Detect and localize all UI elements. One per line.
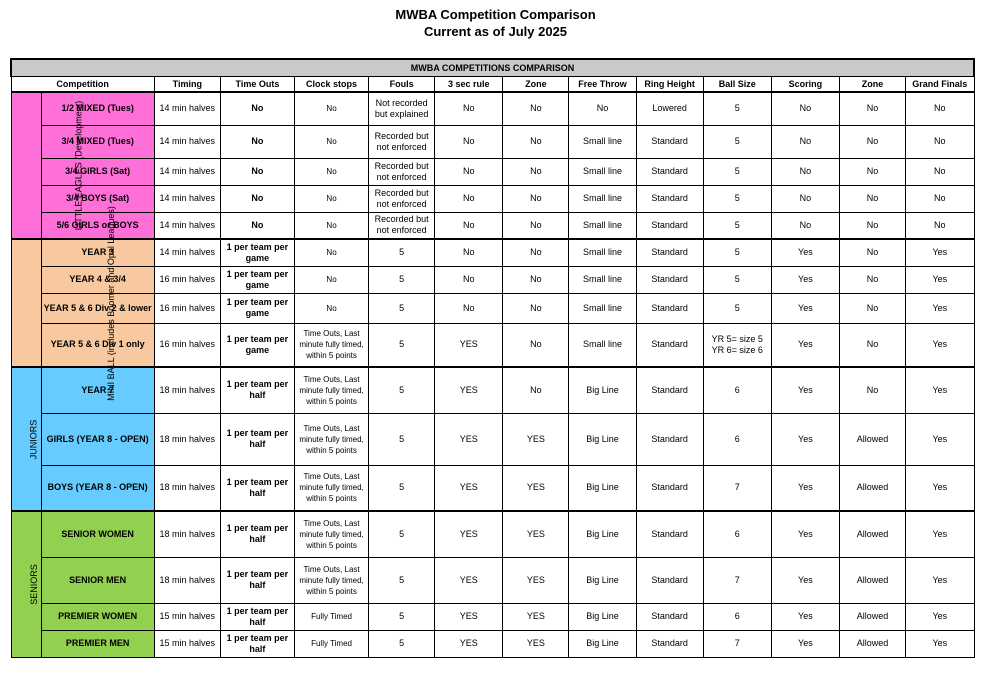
free-throw-cell: Small line [569, 212, 636, 239]
ring-height-cell: Standard [636, 367, 703, 413]
zone-cell: No [503, 323, 569, 367]
scoring-cell: Yes [771, 413, 839, 465]
timing-cell: 18 min halves [154, 511, 220, 557]
clock-stops-cell: No [294, 212, 368, 239]
ball-size-cell: YR 5= size 5 YR 6= size 6 [703, 323, 771, 367]
time-outs-cell: 1 per team per half [220, 367, 294, 413]
scoring-cell: Yes [771, 630, 839, 657]
zone-cell: YES [503, 511, 569, 557]
ring-height-cell: Standard [636, 125, 703, 158]
group-label-juniors [11, 367, 41, 511]
ring-height-cell: Standard [636, 323, 703, 367]
scoring-cell: Yes [771, 239, 839, 266]
three-sec-cell: No [435, 212, 503, 239]
table-row [11, 239, 974, 266]
zone-cell: No [503, 125, 569, 158]
ball-size-cell: 5 [703, 125, 771, 158]
clock-stops-cell: Time Outs, Last minute fully timed, within 5 points [294, 511, 368, 557]
table-row [11, 158, 974, 185]
timing-cell: 14 min halves [154, 185, 220, 212]
clock-stops-cell: No [294, 158, 368, 185]
free-throw-cell: Big Line [569, 413, 636, 465]
time-outs-cell: 1 per team per half [220, 603, 294, 630]
ring-height-cell: Standard [636, 465, 703, 511]
time-outs-cell: 1 per team per game [220, 293, 294, 323]
header-clock-stops: Clock stops [294, 77, 368, 93]
fouls-cell: 5 [369, 630, 435, 657]
header-fouls: Fouls [369, 77, 435, 93]
fouls-cell: Recorded but not enforced [369, 158, 435, 185]
grand-finals-cell: Yes [906, 511, 974, 557]
table-row [11, 367, 974, 413]
zone-cell: No [503, 293, 569, 323]
group-label-seniors [11, 511, 41, 657]
table-row [11, 630, 974, 657]
clock-stops-cell: Time Outs, Last minute fully timed, within 5 points [294, 465, 368, 511]
free-throw-cell: Big Line [569, 557, 636, 603]
fouls-cell: Recorded but not enforced [369, 212, 435, 239]
ball-size-cell: 6 [703, 413, 771, 465]
group-label-text: LITTLE EAGLES (Development) [72, 100, 83, 231]
ball-size-cell: 7 [703, 465, 771, 511]
group-label-text: MINI BALL (includes Boomer and Opal Leagues) [105, 205, 116, 401]
header-ball-size: Ball Size [703, 77, 771, 93]
scoring-cell: No [771, 92, 839, 125]
three-sec-cell: YES [435, 465, 503, 511]
header-timing: Timing [154, 77, 220, 93]
competition-name: 3/4 GIRLS (Sat) [41, 158, 154, 185]
ring-height-cell: Standard [636, 603, 703, 630]
fouls-cell: Recorded but not enforced [369, 185, 435, 212]
fouls-cell: 5 [369, 367, 435, 413]
header-ring-height: Ring Height [636, 77, 703, 93]
zone-cell: No [503, 239, 569, 266]
timing-cell: 14 min halves [154, 92, 220, 125]
competition-name: 3/4 MIXED (Tues) [41, 125, 154, 158]
time-outs-cell: 1 per team per half [220, 557, 294, 603]
ball-size-cell: 7 [703, 557, 771, 603]
clock-stops-cell: No [294, 266, 368, 293]
zone-cell: No [503, 158, 569, 185]
three-sec-cell: No [435, 92, 503, 125]
scoring-cell: No [771, 125, 839, 158]
title-block [0, 6, 991, 40]
table-row [11, 185, 974, 212]
timing-cell: 16 min halves [154, 323, 220, 367]
fouls-cell: Not recorded but explained [369, 92, 435, 125]
zone2-cell: Allowed [839, 413, 905, 465]
ring-height-cell: Standard [636, 266, 703, 293]
time-outs-cell: 1 per team per half [220, 413, 294, 465]
timing-cell: 14 min halves [154, 125, 220, 158]
zone2-cell: Allowed [839, 465, 905, 511]
page-title: MWBA Competition Comparison [395, 7, 596, 22]
zone-cell: YES [503, 557, 569, 603]
zone2-cell: No [839, 323, 905, 367]
clock-stops-cell: No [294, 239, 368, 266]
grand-finals-cell: No [906, 185, 974, 212]
ball-size-cell: 5 [703, 185, 771, 212]
competition-name: YEAR 3 [41, 239, 154, 266]
ball-size-cell: 5 [703, 212, 771, 239]
free-throw-cell: Small line [569, 266, 636, 293]
zone2-cell: Allowed [839, 630, 905, 657]
grand-finals-cell: Yes [906, 323, 974, 367]
ball-size-cell: 5 [703, 239, 771, 266]
table-row [11, 266, 974, 293]
competition-name: SENIOR WOMEN [41, 511, 154, 557]
time-outs-cell: No [220, 125, 294, 158]
timing-cell: 15 min halves [154, 603, 220, 630]
zone-cell: YES [503, 630, 569, 657]
ring-height-cell: Standard [636, 293, 703, 323]
scoring-cell: Yes [771, 293, 839, 323]
clock-stops-cell: No [294, 293, 368, 323]
zone-cell: No [503, 92, 569, 125]
time-outs-cell: 1 per team per half [220, 630, 294, 657]
banner-row [11, 59, 974, 77]
timing-cell: 14 min halves [154, 212, 220, 239]
ring-height-cell: Standard [636, 630, 703, 657]
zone2-cell: No [839, 125, 905, 158]
clock-stops-cell: No [294, 125, 368, 158]
zone-cell: YES [503, 413, 569, 465]
free-throw-cell: Small line [569, 239, 636, 266]
group-label-text: JUNIORS [27, 419, 38, 459]
grand-finals-cell: Yes [906, 293, 974, 323]
free-throw-cell: Small line [569, 125, 636, 158]
ring-height-cell: Standard [636, 158, 703, 185]
time-outs-cell: 1 per team per game [220, 323, 294, 367]
clock-stops-cell: Fully Timed [294, 630, 368, 657]
free-throw-cell: Big Line [569, 630, 636, 657]
clock-stops-cell: Time Outs, Last minute fully timed, within 5 points [294, 413, 368, 465]
header-competition: Competition [11, 77, 154, 93]
competition-name: YEAR 7 [41, 367, 154, 413]
fouls-cell: Recorded but not enforced [369, 125, 435, 158]
competition-name: SENIOR MEN [41, 557, 154, 603]
zone-cell: YES [503, 465, 569, 511]
competition-name: 5/6 GIRLS or BOYS [41, 212, 154, 239]
grand-finals-cell: Yes [906, 557, 974, 603]
fouls-cell: 5 [369, 413, 435, 465]
fouls-cell: 5 [369, 239, 435, 266]
table-row [11, 92, 974, 125]
header-grand-finals: Grand Finals [906, 77, 974, 93]
grand-finals-cell: Yes [906, 630, 974, 657]
three-sec-cell: YES [435, 511, 503, 557]
ring-height-cell: Standard [636, 185, 703, 212]
free-throw-cell: Big Line [569, 465, 636, 511]
zone-cell: No [503, 367, 569, 413]
group-label-text: SENIORS [28, 563, 39, 605]
zone2-cell: No [839, 367, 905, 413]
timing-cell: 18 min halves [154, 367, 220, 413]
grand-finals-cell: Yes [906, 266, 974, 293]
grand-finals-cell: Yes [906, 239, 974, 266]
clock-stops-cell: Fully Timed [294, 603, 368, 630]
table-row [11, 465, 974, 511]
grand-finals-cell: Yes [906, 603, 974, 630]
ball-size-cell: 7 [703, 630, 771, 657]
grand-finals-cell: No [906, 92, 974, 125]
clock-stops-cell: Time Outs, Last minute fully timed, within 5 points [294, 557, 368, 603]
time-outs-cell: 1 per team per half [220, 465, 294, 511]
three-sec-cell: No [435, 158, 503, 185]
table-row [11, 125, 974, 158]
header-row [11, 77, 974, 93]
free-throw-cell: Small line [569, 185, 636, 212]
zone2-cell: No [839, 185, 905, 212]
clock-stops-cell: No [294, 185, 368, 212]
competition-name: PREMIER WOMEN [41, 603, 154, 630]
zone-cell: No [503, 212, 569, 239]
ring-height-cell: Standard [636, 511, 703, 557]
free-throw-cell: Big Line [569, 367, 636, 413]
grand-finals-cell: No [906, 212, 974, 239]
competition-name: BOYS (YEAR 8 - OPEN) [41, 465, 154, 511]
zone-cell: No [503, 266, 569, 293]
competition-name: PREMIER MEN [41, 630, 154, 657]
header-scoring: Scoring [771, 77, 839, 93]
fouls-cell: 5 [369, 293, 435, 323]
scoring-cell: Yes [771, 557, 839, 603]
zone-cell: YES [503, 603, 569, 630]
three-sec-cell: YES [435, 413, 503, 465]
timing-cell: 14 min halves [154, 239, 220, 266]
table-row [11, 293, 974, 323]
three-sec-cell: YES [435, 557, 503, 603]
header-time-outs: Time Outs [220, 77, 294, 93]
zone-cell: No [503, 185, 569, 212]
scoring-cell: No [771, 212, 839, 239]
ball-size-cell: 5 [703, 266, 771, 293]
time-outs-cell: No [220, 212, 294, 239]
fouls-cell: 5 [369, 603, 435, 630]
free-throw-cell: Small line [569, 158, 636, 185]
header-zone-2: Zone [839, 77, 905, 93]
free-throw-cell: Big Line [569, 603, 636, 630]
three-sec-cell: No [435, 239, 503, 266]
scoring-cell: Yes [771, 465, 839, 511]
ball-size-cell: 5 [703, 158, 771, 185]
ring-height-cell: Standard [636, 413, 703, 465]
group-label-little-eagles [11, 92, 83, 239]
time-outs-cell: No [220, 158, 294, 185]
ball-size-cell: 6 [703, 603, 771, 630]
competition-name: 1/2 MIXED (Tues) [41, 92, 154, 125]
scoring-cell: Yes [771, 603, 839, 630]
competition-name: YEAR 4 & 3/4 [41, 266, 154, 293]
time-outs-cell: 1 per team per game [220, 239, 294, 266]
three-sec-cell: YES [435, 603, 503, 630]
zone2-cell: Allowed [839, 557, 905, 603]
zone2-cell: No [839, 92, 905, 125]
table-row [11, 511, 974, 557]
fouls-cell: 5 [369, 266, 435, 293]
zone2-cell: No [839, 293, 905, 323]
timing-cell: 15 min halves [154, 630, 220, 657]
grand-finals-cell: No [906, 158, 974, 185]
fouls-cell: 5 [369, 465, 435, 511]
ring-height-cell: Lowered [636, 92, 703, 125]
three-sec-cell: No [435, 266, 503, 293]
competition-name: YEAR 5 & 6 Div 2 & lower [41, 293, 154, 323]
competition-name: GIRLS (YEAR 8 - OPEN) [41, 413, 154, 465]
scoring-cell: No [771, 158, 839, 185]
three-sec-cell: No [435, 185, 503, 212]
free-throw-cell: Big Line [569, 511, 636, 557]
zone2-cell: Allowed [839, 511, 905, 557]
table-row [11, 323, 974, 367]
competition-name: 3/4 BOYS (Sat) [41, 185, 154, 212]
ring-height-cell: Standard [636, 239, 703, 266]
clock-stops-cell: Time Outs, Last minute fully timed, within 5 points [294, 367, 368, 413]
banner-title: MWBA COMPETITIONS COMPARISON [11, 59, 974, 77]
free-throw-cell: No [569, 92, 636, 125]
page-subtitle: Current as of July 2025 [423, 24, 568, 39]
header-3-sec-rule: 3 sec rule [435, 77, 503, 93]
three-sec-cell: No [435, 125, 503, 158]
scoring-cell: Yes [771, 367, 839, 413]
three-sec-cell: No [435, 293, 503, 323]
timing-cell: 16 min halves [154, 266, 220, 293]
time-outs-cell: 1 per team per game [220, 266, 294, 293]
grand-finals-cell: Yes [906, 465, 974, 511]
free-throw-cell: Small line [569, 323, 636, 367]
zone2-cell: No [839, 212, 905, 239]
zone2-cell: No [839, 239, 905, 266]
ball-size-cell: 6 [703, 511, 771, 557]
time-outs-cell: No [220, 92, 294, 125]
three-sec-cell: YES [435, 630, 503, 657]
timing-cell: 18 min halves [154, 465, 220, 511]
zone2-cell: No [839, 158, 905, 185]
timing-cell: 18 min halves [154, 413, 220, 465]
competition-table [10, 58, 975, 658]
clock-stops-cell: No [294, 92, 368, 125]
scoring-cell: No [771, 185, 839, 212]
clock-stops-cell: Time Outs, Last minute fully timed, within 5 points [294, 323, 368, 367]
timing-cell: 18 min halves [154, 557, 220, 603]
ball-size-cell: 6 [703, 367, 771, 413]
table-row [11, 557, 974, 603]
ring-height-cell: Standard [636, 557, 703, 603]
scoring-cell: Yes [771, 323, 839, 367]
table-row [11, 413, 974, 465]
fouls-cell: 5 [369, 323, 435, 367]
grand-finals-cell: Yes [906, 367, 974, 413]
scoring-cell: Yes [771, 266, 839, 293]
timing-cell: 14 min halves [154, 158, 220, 185]
ball-size-cell: 5 [703, 92, 771, 125]
zone2-cell: Allowed [839, 603, 905, 630]
fouls-cell: 5 [369, 511, 435, 557]
table-row [11, 603, 974, 630]
timing-cell: 16 min halves [154, 293, 220, 323]
ball-size-cell: 5 [703, 293, 771, 323]
zone2-cell: No [839, 266, 905, 293]
scoring-cell: Yes [771, 511, 839, 557]
grand-finals-cell: No [906, 125, 974, 158]
fouls-cell: 5 [369, 557, 435, 603]
free-throw-cell: Small line [569, 293, 636, 323]
three-sec-cell: YES [435, 323, 503, 367]
grand-finals-cell: Yes [906, 413, 974, 465]
three-sec-cell: YES [435, 367, 503, 413]
header-free-throw: Free Throw [569, 77, 636, 93]
table-row [11, 212, 974, 239]
competition-name: YEAR 5 & 6 Div 1 only [41, 323, 154, 367]
time-outs-cell: No [220, 185, 294, 212]
time-outs-cell: 1 per team per half [220, 511, 294, 557]
ring-height-cell: Standard [636, 212, 703, 239]
header-zone: Zone [503, 77, 569, 93]
